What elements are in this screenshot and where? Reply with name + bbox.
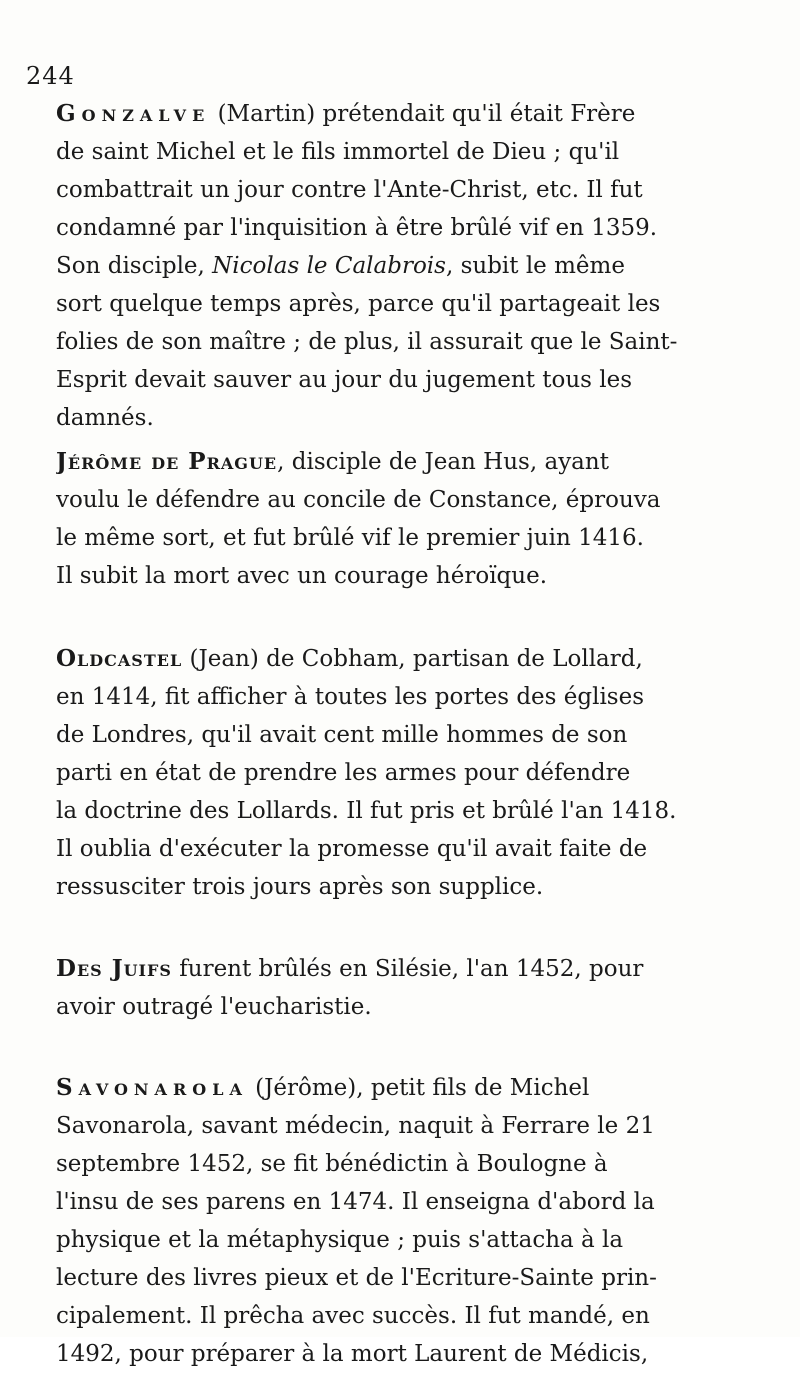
entry-gonzalve	[56, 95, 772, 437]
entry-heading: Oldcastel	[56, 645, 183, 672]
text-line	[56, 640, 772, 678]
entry-des-juifs	[56, 950, 772, 1026]
entry-jerome-de-prague	[56, 443, 772, 595]
text-line: condamné par l'inquisition à être brûlé vif en 1359.	[56, 215, 658, 241]
text-line	[56, 950, 772, 988]
text-line: Il subit la mort avec un courage héroïque.	[56, 563, 548, 589]
line-text: furent brûlés en Silésie, l'an 1452, pour	[171, 956, 644, 982]
entry-savonarola	[56, 1069, 772, 1373]
entry-oldcastel	[56, 640, 772, 906]
line-text: Son disciple,	[56, 253, 213, 279]
text-line: le même sort, et fut brûlé vif le premier juin 1416.	[56, 525, 644, 551]
line-text: , disciple de Jean Hus, ayant	[277, 449, 609, 475]
text-line: en 1414, fit afficher à toutes les portes des églises	[56, 684, 645, 710]
text-line: Il oublia d'exécuter la promesse qu'il avait faite de	[56, 836, 648, 862]
text-line: physique et la métaphysique ; puis s'attacha à la	[56, 1227, 624, 1253]
text-line: ressusciter trois jours après son supplice.	[56, 874, 544, 900]
text-line: voulu le défendre au concile de Constance, éprouva	[56, 487, 661, 513]
text-line	[56, 443, 772, 481]
text-line: Esprit devait sauver au jour du jugement tous les	[56, 367, 633, 393]
line-text: (Jérôme), petit fils de Michel	[247, 1075, 590, 1101]
text-line	[56, 95, 772, 133]
italic-name: Nicolas le Calabrois	[212, 253, 446, 279]
text-line: la doctrine des Lollards. Il fut pris et brûlé l'an 1418.	[56, 798, 677, 824]
text-line: de Londres, qu'il avait cent mille hommes de son	[56, 722, 628, 748]
text-line: sort quelque temps après, parce qu'il partageait les	[56, 291, 661, 317]
text-line	[56, 1069, 772, 1107]
text-line: de saint Michel et le fils immortel de Dieu ; qu'il	[56, 139, 620, 165]
entry-heading: Des Juifs	[56, 955, 172, 982]
text-line: damnés.	[56, 405, 154, 431]
entry-heading: Savonarola	[56, 1074, 248, 1101]
page-number: 244	[26, 62, 75, 90]
text-line	[56, 247, 772, 285]
line-text: (Jean) de Cobham, partisan de Lollard,	[182, 646, 643, 672]
text-line: Savonarola, savant médecin, naquit à Ferrare le 21	[56, 1113, 655, 1139]
text-line: combattrait un jour contre l'Ante-Christ, etc. Il fut	[56, 177, 643, 203]
line-text: , subit le même	[445, 253, 625, 279]
text-line: cipalement. Il prêcha avec succès. Il fut mandé, en	[56, 1303, 650, 1329]
text-line: parti en état de prendre les armes pour défendre	[56, 760, 631, 786]
text-line: folies de son maître ; de plus, il assurait que le Saint-	[56, 329, 678, 355]
text-line: 1492, pour préparer à la mort Laurent de Médicis,	[56, 1341, 649, 1367]
entry-heading: Jérôme de Prague	[56, 448, 278, 475]
text-line: septembre 1452, se fit bénédictin à Boulogne à	[56, 1151, 608, 1177]
text-line: l'insu de ses parens en 1474. Il enseigna d'abord la	[56, 1189, 655, 1215]
text-line: avoir outragé l'eucharistie.	[56, 994, 372, 1020]
line-text: (Martin) prétendait qu'il était Frère	[210, 101, 636, 127]
text-line: lecture des livres pieux et de l'Ecriture-Sainte prin-	[56, 1265, 657, 1291]
entry-heading: Gonzalve	[56, 100, 211, 127]
